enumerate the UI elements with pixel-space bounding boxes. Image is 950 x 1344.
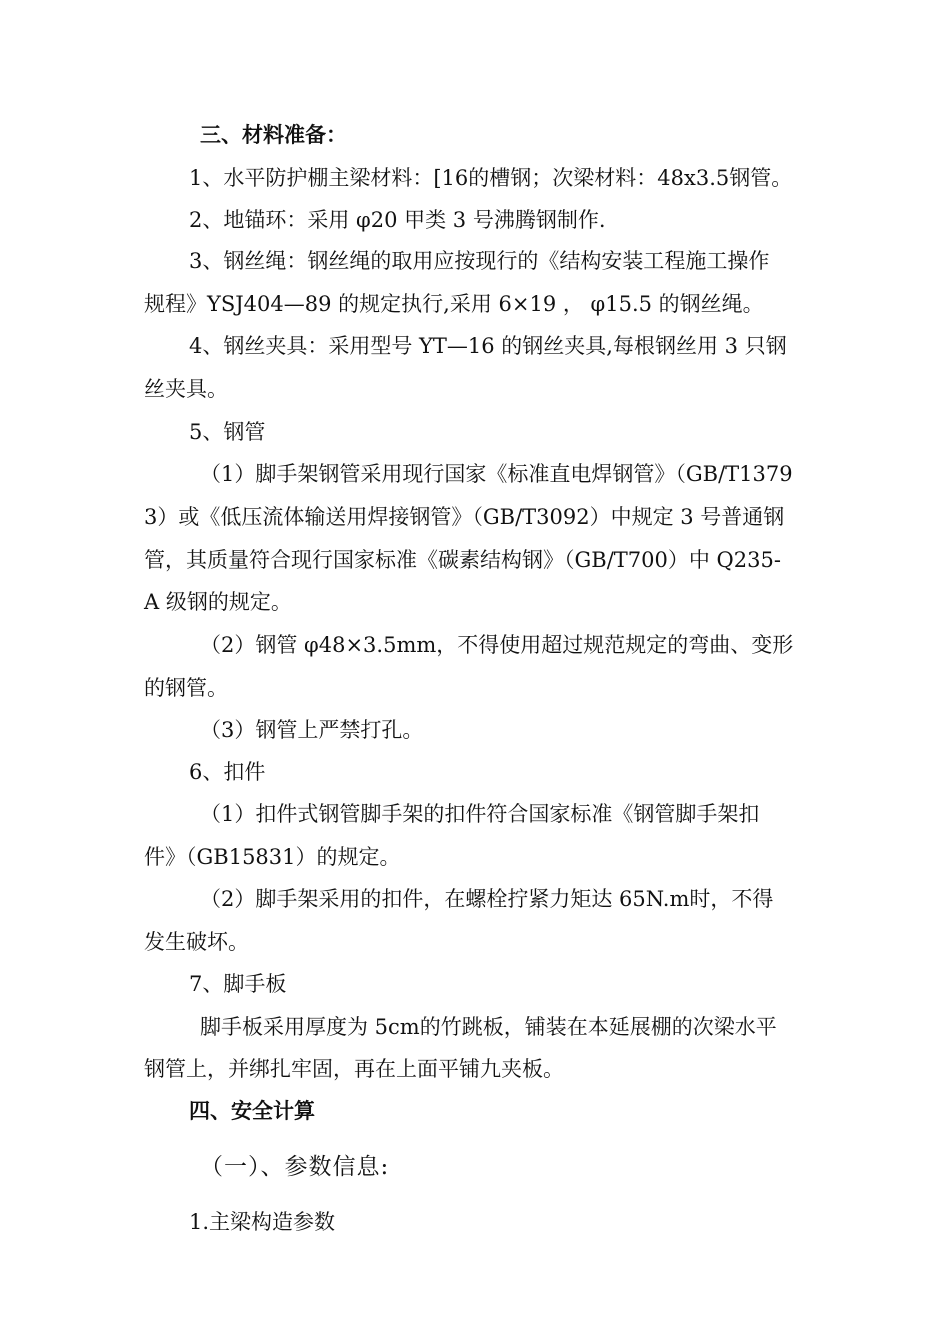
fastener-para-1-line-1: （1）扣件式钢管脚手架的扣件符合国家标准《钢管脚手架扣 — [200, 802, 760, 826]
material-item-4-line-1: 4、钢丝夹具：采用型号 YT—16 的钢丝夹具,每根钢丝用 3 只钢 — [189, 334, 787, 358]
steel-pipe-para-2-line-2: 的钢管。 — [144, 676, 228, 700]
steel-pipe-para-3: （3）钢管上严禁打孔。 — [200, 718, 424, 742]
material-item-5: 5、钢管 — [189, 420, 266, 444]
steel-pipe-para-1-line-2: 3）或《低压流体输送用焊接钢管》（GB/T3092）中规定 3 号普通钢 — [144, 505, 785, 529]
material-item-6: 6、扣件 — [189, 760, 266, 784]
fastener-para-2-line-2: 发生破坏。 — [144, 930, 249, 954]
section-4-heading: 四、安全计算 — [189, 1099, 315, 1123]
material-item-7: 7、脚手板 — [189, 972, 287, 996]
material-item-1: 1、水平防护棚主梁材料：[16的槽钢；次梁材料：48x3.5钢管。 — [189, 166, 793, 190]
section-3-heading: 三、材料准备： — [200, 123, 347, 147]
material-item-4-line-2: 丝夹具。 — [144, 377, 228, 401]
parameter-info-heading: （一）、参数信息: — [200, 1154, 390, 1180]
material-item-3-line-1: 3、钢丝绳：钢丝绳的取用应按现行的《结构安装工程施工操作 — [189, 249, 770, 273]
fastener-para-2-line-1: （2）脚手架采用的扣件，在螺栓拧紧力矩达 65N.m时，不得 — [200, 887, 774, 911]
steel-pipe-para-1-line-4: A 级钢的规定。 — [144, 590, 292, 614]
material-item-3-line-2: 规程》YSJ404—89 的规定执行,采用 6×19 ， φ15.5 的钢丝绳。 — [144, 292, 764, 316]
fastener-para-1-line-2: 件》（GB15831）的规定。 — [144, 845, 401, 869]
steel-pipe-para-1-line-1: （1）脚手架钢管采用现行国家《标准直电焊钢管》（GB/T1379 — [200, 462, 793, 486]
steel-pipe-para-2-line-1: （2）钢管 φ48×3.5mm，不得使用超过规范规定的弯曲、变形 — [200, 633, 794, 657]
material-item-2: 2、地锚环：采用 φ20 甲类 3 号沸腾钢制作. — [189, 208, 606, 232]
scaffold-board-para-line-2: 钢管上，并绑扎牢固，再在上面平铺九夹板。 — [144, 1057, 564, 1081]
main-beam-parameters-heading: 1.主梁构造参数 — [189, 1210, 336, 1234]
steel-pipe-para-1-line-3: 管，其质量符合现行国家标准《碳素结构钢》（GB/T700）中 Q235- — [144, 548, 781, 572]
scaffold-board-para-line-1: 脚手板采用厚度为 5cm的竹跳板，铺装在本延展棚的次梁水平 — [200, 1015, 777, 1039]
